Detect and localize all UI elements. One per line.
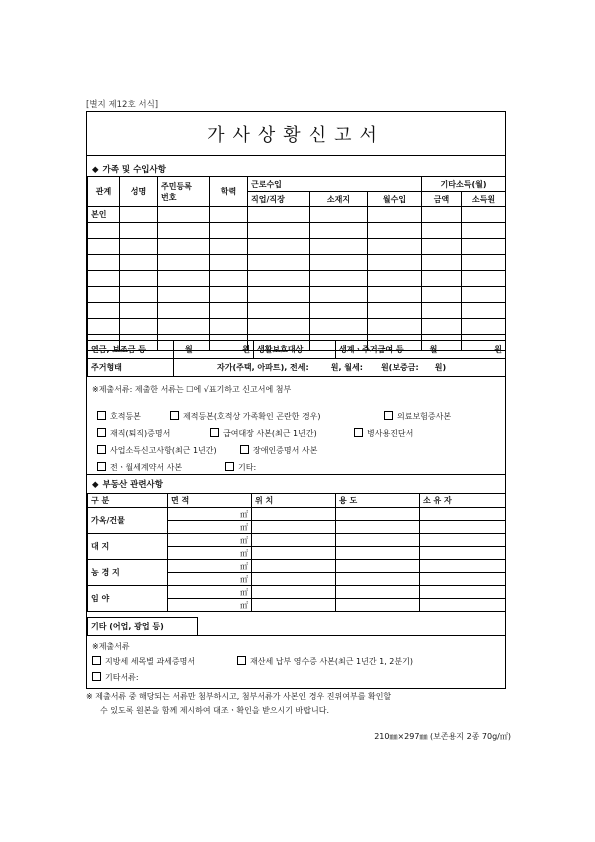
checkbox[interactable] [97, 428, 106, 437]
checkbox[interactable] [97, 462, 106, 471]
pension-amount[interactable]: 월 원 [174, 341, 254, 359]
cell[interactable] [248, 287, 310, 303]
doc-item[interactable]: 전ㆍ월세계약서 사본 [97, 462, 182, 473]
divider [87, 474, 505, 475]
col-resident-no: 주민등록 번호 [158, 177, 210, 207]
col-owner: 소 유 자 [420, 494, 506, 508]
cell[interactable] [368, 255, 422, 271]
col-prop-location: 위 치 [252, 494, 336, 508]
col-job: 직업/직장 [248, 192, 310, 207]
cell[interactable] [310, 255, 368, 271]
family-income-table [87, 176, 506, 351]
cell[interactable] [310, 239, 368, 255]
col-amount: 금액 [422, 192, 462, 207]
checkbox[interactable] [225, 462, 234, 471]
table-row [88, 207, 506, 223]
col-area: 면 적 [168, 494, 252, 508]
row-label-building: 가옥/건물 [88, 508, 168, 534]
cell[interactable] [248, 303, 310, 319]
cell[interactable] [248, 223, 310, 239]
page-title: 가사상황신고서 [207, 124, 385, 146]
footnote-line1: ※ 제출서류 중 해당되는 서류만 첨부하시고, 첨부서류가 사본인 경우 진위여부를 확인할 [86, 692, 392, 701]
row-label-farmland: 농 경 지 [88, 560, 168, 586]
cell[interactable] [248, 255, 310, 271]
table-row [88, 319, 506, 335]
cell[interactable] [368, 319, 422, 335]
cell[interactable] [158, 207, 210, 223]
diamond-icon: ◆ [92, 480, 99, 490]
cell[interactable] [420, 573, 506, 586]
cell[interactable] [462, 287, 506, 303]
docs-intro: ※제출서류: 제출한 서류는 ☐에 √표기하고 신고서에 첨부 [92, 385, 292, 394]
cell[interactable] [420, 586, 506, 599]
area-cell[interactable]: ㎡ [168, 547, 252, 560]
area-cell[interactable]: ㎡ [168, 521, 252, 534]
cell[interactable] [420, 508, 506, 521]
table-row [88, 303, 506, 319]
cell[interactable] [252, 547, 336, 560]
cell[interactable] [252, 534, 336, 547]
submit-doc-item[interactable]: 기타서류: [92, 672, 139, 683]
cell[interactable] [252, 508, 336, 521]
cell[interactable] [422, 223, 462, 239]
cell[interactable] [252, 521, 336, 534]
cell[interactable] [120, 223, 158, 239]
doc-item[interactable]: 의료보험증사본 [384, 411, 451, 422]
cell[interactable] [462, 207, 506, 223]
section-property-heading: ◆ 부동산 관련사항 [92, 480, 163, 490]
cell[interactable] [210, 271, 248, 287]
checkbox[interactable] [237, 656, 246, 665]
cell[interactable] [422, 255, 462, 271]
checkbox[interactable] [97, 411, 106, 420]
col-source: 소득원 [462, 192, 506, 207]
title-box [87, 112, 505, 156]
doc-item[interactable]: 병사용진단서 [354, 428, 413, 439]
col-monthly: 월수입 [368, 192, 422, 207]
cell[interactable] [248, 239, 310, 255]
cell[interactable] [422, 319, 462, 335]
area-cell[interactable]: ㎡ [168, 573, 252, 586]
cell[interactable] [120, 239, 158, 255]
cell[interactable] [462, 271, 506, 287]
area-cell[interactable]: ㎡ [168, 560, 252, 573]
cell[interactable] [462, 255, 506, 271]
cell[interactable] [310, 303, 368, 319]
pension-label: 연금, 보조금 등 [88, 341, 174, 359]
doc-item[interactable]: 제적등본(호적상 가족확인 곤란한 경우) [170, 411, 321, 422]
row-label-forest: 임 야 [88, 586, 168, 612]
col-other-income: 기타소득(월) [422, 177, 506, 192]
checkbox[interactable] [92, 656, 101, 665]
cell[interactable] [462, 303, 506, 319]
cell[interactable] [88, 223, 120, 239]
cell[interactable] [210, 255, 248, 271]
other-property-table [87, 617, 506, 636]
cell[interactable] [252, 599, 336, 612]
cell[interactable] [420, 599, 506, 612]
cell[interactable] [210, 303, 248, 319]
doc-item[interactable]: 급여대장 사본(최근 1년간) [210, 428, 317, 439]
cell[interactable] [210, 319, 248, 335]
cell[interactable] [310, 223, 368, 239]
cell[interactable] [210, 223, 248, 239]
living-benefit[interactable]: 생계ㆍ주거급여 등 월 원 [336, 341, 506, 359]
cell[interactable] [210, 207, 248, 223]
cell[interactable] [422, 287, 462, 303]
doc-item[interactable]: 재직(퇴직)증명서 [97, 428, 170, 439]
cell[interactable] [336, 534, 420, 547]
cell[interactable] [88, 303, 120, 319]
col-education: 학력 [210, 177, 248, 207]
cell[interactable] [88, 319, 120, 335]
doc-item[interactable]: 기타: [225, 462, 256, 473]
cell[interactable] [368, 303, 422, 319]
area-cell[interactable]: ㎡ [168, 534, 252, 547]
area-cell[interactable]: ㎡ [168, 599, 252, 612]
checkbox[interactable] [210, 428, 219, 437]
cell[interactable] [368, 223, 422, 239]
cell[interactable] [120, 319, 158, 335]
cell[interactable] [420, 521, 506, 534]
cell[interactable] [310, 207, 368, 223]
checkbox[interactable] [92, 672, 101, 681]
cell[interactable] [462, 319, 506, 335]
section-family-heading: ◆ 가족 및 수입사항 [92, 165, 166, 175]
row-label-land: 대 지 [88, 534, 168, 560]
cell[interactable] [420, 547, 506, 560]
paper-spec: 210㎜×297㎜ (보존용지 2종 70g/㎡) [374, 732, 511, 741]
cell[interactable] [120, 287, 158, 303]
pension-table [87, 340, 506, 377]
submit-doc-item[interactable]: 지방세 세목별 과세증명서 [92, 656, 195, 667]
cell[interactable] [336, 547, 420, 560]
table-row [88, 223, 506, 239]
form-tag: [별지 제12호 서식] [86, 100, 159, 110]
cell[interactable] [368, 271, 422, 287]
doc-item[interactable]: 장애인증명서 사본 [240, 445, 317, 456]
cell[interactable] [88, 239, 120, 255]
cell[interactable] [158, 239, 210, 255]
cell[interactable] [422, 271, 462, 287]
cell[interactable] [310, 271, 368, 287]
col-name: 성명 [120, 177, 158, 207]
cell[interactable] [336, 599, 420, 612]
checkbox[interactable] [384, 411, 393, 420]
cell[interactable] [210, 287, 248, 303]
cell[interactable] [158, 271, 210, 287]
cell[interactable] [158, 319, 210, 335]
area-cell[interactable]: ㎡ [168, 586, 252, 599]
cell[interactable] [310, 319, 368, 335]
table-row [88, 239, 506, 255]
cell[interactable] [120, 255, 158, 271]
footnote-line2: 수 있도록 원본을 함께 제시하여 대조ㆍ확인을 받으시기 바랍니다. [100, 706, 329, 715]
cell[interactable] [252, 573, 336, 586]
checkbox[interactable] [97, 445, 106, 454]
cell[interactable] [248, 271, 310, 287]
property-table [87, 493, 506, 612]
col-relation: 관계 [88, 177, 120, 207]
housing-detail[interactable]: 자가(주택, 아파트), 전세: 원, 월세: 원(보증금: 원) [174, 359, 506, 377]
cell[interactable] [336, 560, 420, 573]
checkbox[interactable] [240, 445, 249, 454]
diamond-icon: ◆ [92, 165, 99, 175]
cell[interactable] [158, 223, 210, 239]
cell[interactable] [368, 287, 422, 303]
checkbox[interactable] [170, 411, 179, 420]
col-location: 소재지 [310, 192, 368, 207]
cell[interactable] [158, 303, 210, 319]
welfare-label: 생활보호대상 [254, 341, 336, 359]
cell[interactable] [462, 239, 506, 255]
submit-doc-item[interactable]: 재산세 납부 영수증 사본(최근 1년간 1, 2분기) [237, 656, 413, 667]
cell[interactable] [420, 534, 506, 547]
cell[interactable] [422, 207, 462, 223]
other-property-label: 기타 (어업, 광업 등) [88, 618, 198, 636]
cell[interactable] [120, 207, 158, 223]
col-use: 용 도 [336, 494, 420, 508]
cell[interactable] [158, 255, 210, 271]
cell[interactable] [336, 521, 420, 534]
col-type: 구 분 [88, 494, 168, 508]
cell[interactable] [120, 303, 158, 319]
cell[interactable] [88, 271, 120, 287]
table-row [88, 287, 506, 303]
cell[interactable] [210, 239, 248, 255]
cell[interactable] [422, 239, 462, 255]
table-row [88, 255, 506, 271]
cell[interactable] [420, 560, 506, 573]
cell[interactable] [158, 287, 210, 303]
doc-item[interactable]: 호적등본 [97, 411, 141, 422]
cell[interactable] [462, 223, 506, 239]
cell[interactable] [248, 319, 310, 335]
cell[interactable] [252, 586, 336, 599]
row-label-self: 본인 [88, 207, 120, 223]
area-cell[interactable]: ㎡ [168, 508, 252, 521]
cell[interactable] [368, 207, 422, 223]
housing-label: 주거형태 [88, 359, 174, 377]
cell[interactable] [88, 255, 120, 271]
cell[interactable] [120, 271, 158, 287]
cell[interactable] [336, 586, 420, 599]
doc-item[interactable]: 사업소득신고사항(최근 1년간) [97, 445, 217, 456]
cell[interactable] [368, 239, 422, 255]
checkbox[interactable] [354, 428, 363, 437]
cell[interactable] [336, 573, 420, 586]
cell[interactable] [422, 303, 462, 319]
col-labor-income: 근로수입 [248, 177, 422, 192]
cell[interactable] [310, 287, 368, 303]
cell[interactable] [252, 560, 336, 573]
cell[interactable] [88, 287, 120, 303]
other-property-value[interactable] [198, 618, 506, 636]
cell[interactable] [336, 508, 420, 521]
table-row [88, 271, 506, 287]
cell[interactable] [248, 207, 310, 223]
submit-docs-label: ※제출서류 [92, 642, 130, 651]
